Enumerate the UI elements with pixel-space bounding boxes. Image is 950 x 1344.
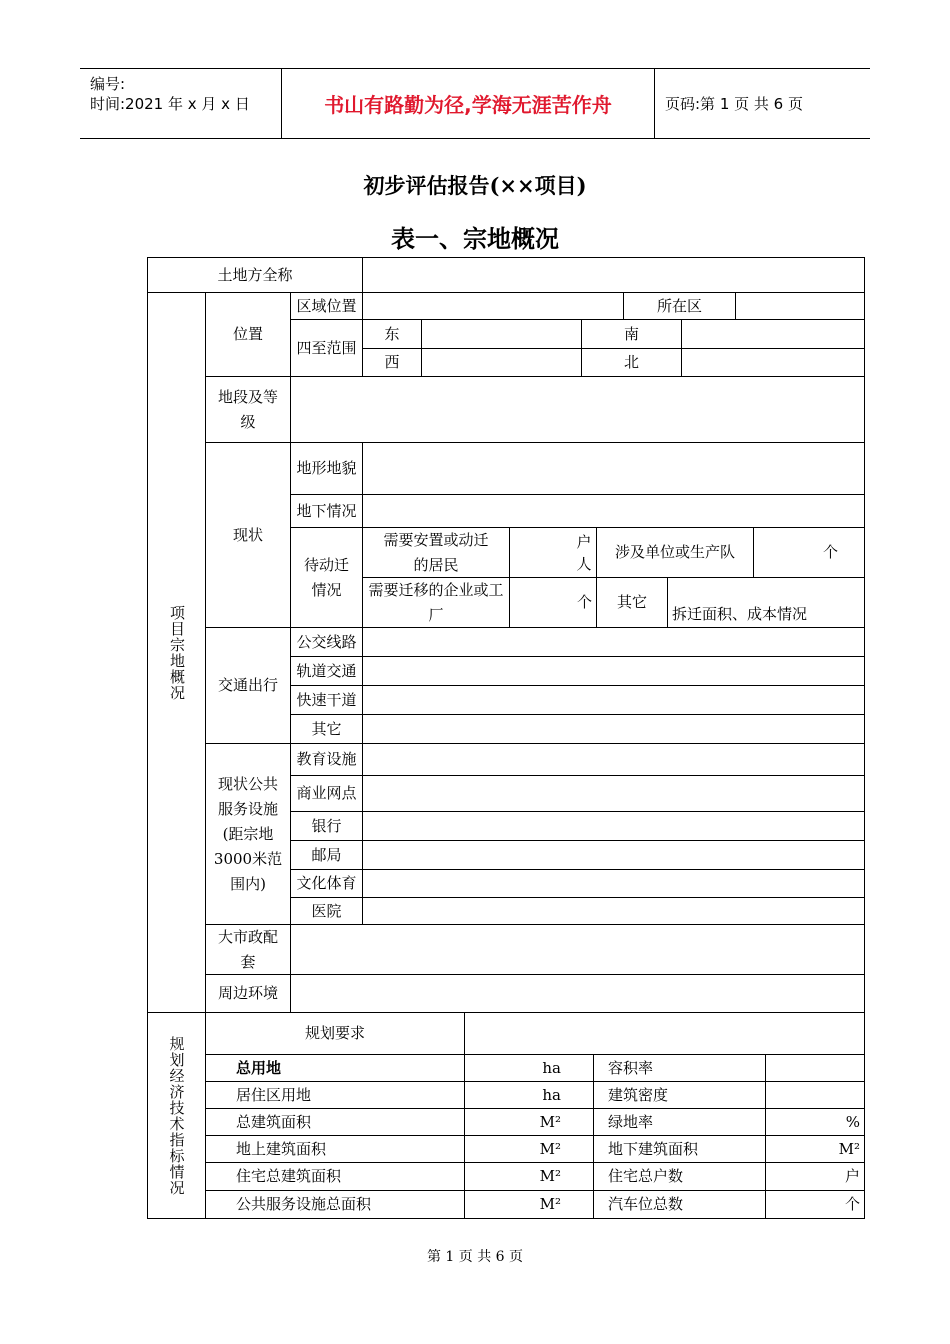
west-field[interactable] [421,348,582,377]
education-field[interactable] [362,743,865,776]
north-label: 北 [581,348,682,377]
public-area-unit: M² [464,1190,594,1219]
households-unit: 户 [765,1162,865,1191]
far-field[interactable] [765,1054,865,1082]
traffic-label: 交通出行 [205,627,291,744]
status-label: 现状 [205,442,291,628]
units-teams-unit: 个 [753,527,865,578]
green-rate-unit: % [765,1108,865,1136]
post-field[interactable] [362,840,865,870]
surroundings-field[interactable] [290,974,865,1013]
municipal-field[interactable] [290,924,865,975]
bus-label: 公交线路 [290,627,363,657]
residential-area-unit: M² [464,1162,594,1191]
terrain-field[interactable] [362,442,865,495]
rail-field[interactable] [362,656,865,686]
below-ground-area-unit: M² [765,1135,865,1163]
parking-unit: 个 [765,1190,865,1219]
bank-field[interactable] [362,811,865,841]
enterprises-unit: 个 [509,577,597,628]
culture-field[interactable] [362,869,865,898]
terrain-label: 地形地貌 [290,442,363,495]
below-ground-area-label: 地下建筑面积 [593,1135,766,1163]
other-traffic-field[interactable] [362,714,865,744]
household-person-unit: 户 人 [509,527,597,578]
demolition-label: 拆迁面积、成本情况 [667,577,865,628]
zone-grade-field[interactable] [290,376,865,443]
residential-area-label: 住宅总建筑面积 [205,1162,465,1191]
region-field[interactable] [362,292,624,320]
header-page-info: 页码:第 1 页 共 6 页 [665,95,803,113]
page-header [80,68,870,139]
residential-land-label: 居住区用地 [205,1081,465,1109]
header-motto: 书山有路勤为径,学海无涯苦作舟 [282,69,655,138]
density-label: 建筑密度 [593,1081,766,1109]
section-project-label: 项目宗地概况 [147,292,206,1013]
total-floor-area-unit: M² [464,1108,594,1136]
households-label: 住宅总户数 [593,1162,766,1191]
hospital-label: 医院 [290,897,363,925]
section-planning-label: 规划经济技术指标情况 [147,1012,206,1219]
south-label: 南 [581,319,682,349]
far-label: 容积率 [593,1054,766,1082]
residents-label: 需要安置或动迁的居民 [362,527,510,578]
district-field[interactable] [735,292,865,320]
enterprises-label: 需要迁移的企业或工厂 [362,577,510,628]
post-label: 邮局 [290,840,363,870]
west-label: 西 [362,348,422,377]
total-floor-area-label: 总建筑面积 [205,1108,465,1136]
east-label: 东 [362,319,422,349]
underground-field[interactable] [362,494,865,528]
land-party-field[interactable] [362,257,865,293]
expressway-label: 快速干道 [290,685,363,715]
expressway-field[interactable] [362,685,865,715]
bank-label: 银行 [290,811,363,841]
residential-land-unit: ha [464,1081,594,1109]
region-label: 区域位置 [290,292,363,320]
page-footer: 第 1 页 共 6 页 [426,1249,524,1265]
total-land-label: 总用地 [205,1054,465,1082]
east-field[interactable] [421,319,582,349]
rail-label: 轨道交通 [290,656,363,686]
hospital-field[interactable] [362,897,865,925]
district-label: 所在区 [623,292,736,320]
green-rate-label: 绿地率 [593,1108,766,1136]
underground-label: 地下情况 [290,494,363,528]
above-ground-area-label: 地上建筑面积 [205,1135,465,1163]
zone-grade-label: 地段及等级 [205,376,291,443]
surroundings-label: 周边环境 [205,974,291,1013]
units-teams-label: 涉及单位或生产队 [596,527,754,578]
education-label: 教育设施 [290,743,363,776]
public-area-label: 公共服务设施总面积 [205,1190,465,1219]
commerce-field[interactable] [362,775,865,812]
boundaries-label: 四至范围 [290,319,363,377]
bus-field[interactable] [362,627,865,657]
other-relocation-label: 其它 [596,577,668,628]
south-field[interactable] [681,319,865,349]
culture-label: 文化体育 [290,869,363,898]
planning-req-label: 规划要求 [205,1012,465,1055]
density-field[interactable] [765,1081,865,1109]
municipal-label: 大市政配套 [205,924,291,975]
document-title: 初步评估报告(××项目) [363,173,587,198]
north-field[interactable] [681,348,865,377]
above-ground-area-unit: M² [464,1135,594,1163]
parking-label: 汽车位总数 [593,1190,766,1219]
relocation-label: 待动迁情况 [290,527,363,628]
number-label: 编号: [90,75,126,93]
planning-req-field[interactable] [464,1012,865,1055]
table-title: 表一、宗地概况 [391,224,559,253]
public-services-label: 现状公共服务设施(距宗地3000米范围内) [205,743,291,925]
header-meta [80,69,282,138]
commerce-label: 商业网点 [290,775,363,812]
land-party-label: 土地方全称 [147,257,363,293]
total-land-unit: ha [464,1054,594,1082]
location-label: 位置 [205,292,291,377]
time-label: 时间:2021 年 x 月 x 日 [90,95,250,113]
other-traffic-label: 其它 [290,714,363,744]
